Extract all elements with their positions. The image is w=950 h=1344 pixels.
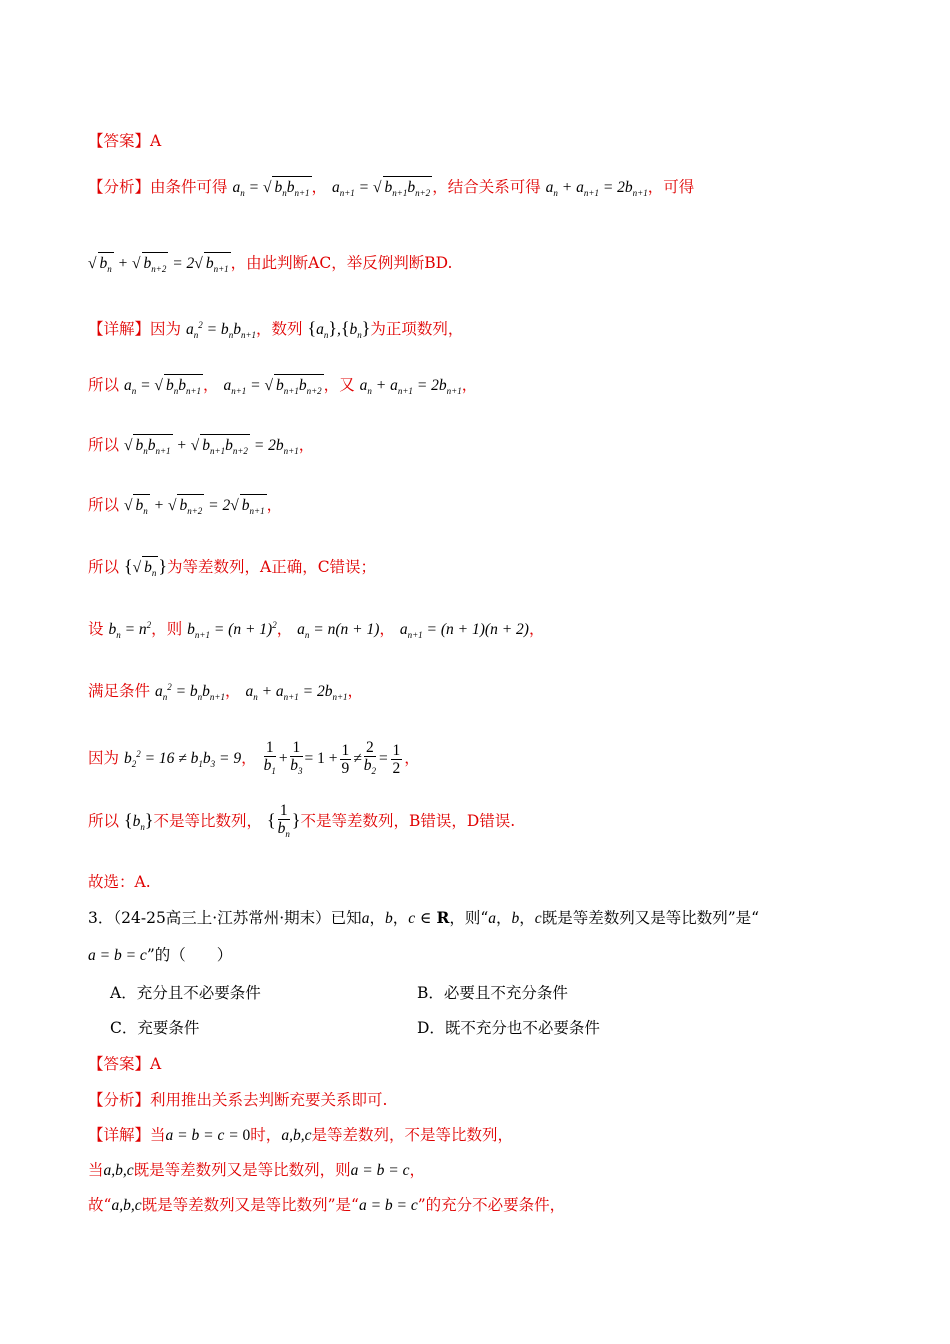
option-c[interactable]	[110, 1017, 199, 1039]
answer-label: 【答案】	[88, 132, 151, 150]
q2-choose	[88, 871, 151, 893]
q3-number: 3．	[88, 909, 114, 927]
satisfy-text: 满足条件	[88, 682, 151, 701]
q3-answer-line	[88, 1053, 161, 1075]
formula: √ $b_nb_{n+1}$ + √ $b_{n+1}b_{n+2} = 2b_{n+1}$	[124, 437, 299, 454]
so-text: 所以	[88, 812, 120, 830]
q2-detail-line-3: 所以 √ $b_nb_{n+1}$ + √ $b_{n+1}b_{n+2} = 2b_{n+1}$，	[88, 434, 314, 462]
q3-line3-2: 既是等差数列又是等比数列”是“	[141, 1196, 359, 1214]
q3-answer-value: A	[150, 1055, 162, 1073]
q3-stem-4: ”的（ ）	[146, 946, 233, 964]
q3-line3-1: 故“	[88, 1196, 112, 1214]
q3-detail-1: 当	[150, 1126, 166, 1144]
so-text: 所以	[88, 376, 120, 394]
q3-analysis-text: 利用推出关系去判断充要关系即可.	[150, 1091, 388, 1109]
conclusion-1: 为等差数列，A正确，C错误；	[167, 558, 377, 576]
formula: $b_2^2 = 16 \ne b_1b_3 = 9$	[123, 749, 242, 770]
q3-source: （24-25高三上·江苏常州·期末）	[113, 909, 331, 927]
q3-stem-line-1: 3．（24-25高三上·江苏常州·期末）已知a，b，c ∈ R，则“a，b，c既是等差数列又是等比数列”是“	[88, 908, 760, 927]
q2-detail-line-9	[88, 800, 515, 847]
option-a[interactable]	[110, 982, 261, 1004]
q3-stem-1: 已知	[330, 909, 362, 927]
q3-line3-3: ”的充分不必要条件，	[417, 1196, 566, 1214]
because-text: 因为	[88, 749, 120, 768]
formula: $a_n^2 = b_nb_{n+1}$	[154, 682, 225, 703]
so-text: 所以	[88, 558, 120, 576]
q3-stem-3: 既是等差数列又是等比数列”是“	[541, 909, 760, 927]
q2-detail-line-7: 满足条件 $a_n^2 = b_nb_{n+1}$， $a_n + a_{n+1} = 2b_{n+1}$，	[88, 682, 364, 703]
formula: $a_n$ = √ $b_nb_{n+1}$	[124, 377, 203, 394]
formula: $a_n + a_{n+1} = 2b_{n+1}$	[245, 683, 348, 703]
formula: $\{a_n\},\{b_n\}$	[307, 318, 371, 341]
option-a-label: A．充分且不必要条件	[110, 984, 261, 1002]
formula: $\{b_n\}$	[123, 810, 154, 833]
q3-line2-1: 当	[88, 1161, 104, 1179]
formula: $b_{n+1} = (n + 1)^2$	[187, 620, 277, 641]
detail-label: 【详解】	[88, 320, 151, 339]
q2-detail-line-1: 【详解】因为 $a_n^2 = b_nb_{n+1}$，数列 $\{a_n\},\{b_n\}$为正项数列，	[88, 318, 464, 341]
so-text: 所以	[88, 436, 120, 454]
q3-line2-2: 既是等差数列又是等比数列，则	[133, 1161, 351, 1179]
formula: $a_{n+1}$ = √ $b_{n+1}b_{n+2}$	[332, 179, 432, 196]
option-b[interactable]	[417, 982, 568, 1004]
detail-label: 【详解】	[88, 1126, 151, 1144]
q2-detail-line-2: 所以 $a_n$ = √ $b_nb_{n+1}$ ， $a_{n+1}$ = √ $b_{n+1}b_{n+2}$ ，又 $a_n + a_{n+1} = 2b_{n+1}$，	[88, 374, 477, 402]
q2-analysis-line-2: √ $b_n$ + √ $b_{n+2} = 2√$ $b_{n+1}$ ，由此判断AC，举反例判断BD.	[88, 252, 452, 280]
q3-detail-2: 时，	[250, 1126, 282, 1144]
q2-detail-line-4: 所以 √ $b_n$ + √ $b_{n+2} = 2√$ $b_{n+1}$ ，	[88, 494, 282, 522]
formula: $a_{n+1}$ = √ $b_{n+1}b_{n+2}$	[223, 377, 323, 394]
analysis-text-2: 结合关系可得	[447, 178, 541, 196]
option-b-label: B．必要且不充分条件	[417, 984, 568, 1002]
formula: $\frac{1}{b_1}$ + $\frac{1}{b_3}$ = 1 + $\frac{1}{9}$ ≠ $\frac{2}{b_2}$ = $\frac{1}{2}$	[263, 739, 401, 778]
answer-value: A	[150, 132, 162, 150]
q2-answer-line	[88, 130, 161, 152]
formula: $a_n = n(n + 1)$	[297, 621, 380, 641]
q3-analysis-line	[88, 1089, 387, 1111]
formula: $a_{n+1} = (n + 1)(n + 2)$	[399, 621, 529, 641]
formula: $a_n$ = √ $b_nb_{n+1}$	[232, 179, 311, 196]
so-text: 所以	[88, 496, 120, 514]
q2-detail-line-6: 设 $b_n = n^2$，则 $b_{n+1} = (n + 1)^2$， $a_n = n(n + 1)$， $a_{n+1} = (n + 1)(n + 2)$，	[88, 620, 545, 641]
formula: {√ $b_n$ }	[124, 559, 167, 576]
q3-detail-3: 是等差数列，不是等比数列，	[311, 1126, 513, 1144]
answer-label: 【答案】	[88, 1055, 151, 1073]
detail-text-3: 为正项数列，	[370, 320, 464, 339]
not-arith-text: 不是等差数列，B错误，D错误.	[300, 812, 516, 830]
q2-detail-line-8: 因为 $b_2^2 = 16 \ne b_1b_3 = 9$， $\frac{1}{b_1}$ + $\frac{1}{b_3}$ = 1 + $\frac{1}{9}$ ≠ $\frac{2}{b_2}$ = $\frac{1}{2}$ ，	[88, 739, 420, 778]
q3-stem-line-2: a = b = c”的（ ）	[88, 946, 233, 964]
then-text: 则	[166, 620, 183, 639]
not-geo-text: 不是等比数列，	[153, 812, 262, 830]
formula: $a_n + a_{n+1} = 2b_{n+1}$	[359, 377, 462, 397]
detail-text-2: 数列	[271, 320, 303, 339]
option-d[interactable]	[417, 1017, 600, 1039]
analysis-label: 【分析】	[88, 178, 151, 196]
analysis-text-3: 可得	[663, 178, 695, 196]
analysis-label: 【分析】	[88, 1091, 151, 1109]
q3-detail-line-1: 【详解】当a = b = c = 0时，a,b,c是等差数列，不是等比数列，	[88, 1126, 513, 1144]
detail-text-1: 因为	[150, 320, 182, 339]
let-text: 设	[88, 620, 104, 639]
q2-detail-line-5	[88, 555, 376, 584]
formula: √ $b_n$ + √ $b_{n+2} = 2√$ $b_{n+1}$	[124, 497, 267, 514]
also-text: 又	[339, 376, 355, 394]
option-c-label: C．充要条件	[110, 1019, 200, 1037]
formula: { $\frac{1}{b_n}$ }	[266, 801, 301, 839]
formula: √ $b_n$ + √ $b_{n+2} = 2√$ $b_{n+1}$	[88, 255, 231, 272]
formula: $a_n^2 = b_nb_{n+1}$	[185, 320, 257, 341]
formula: $b_n = n^2$	[108, 620, 152, 641]
option-d-label: D．既不充分也不必要条件	[417, 1019, 600, 1037]
q2-analysis-line-1: 【分析】由条件可得 $a_n$ = √ $b_nb_{n+1}$ ， $a_{n+1}$ = √ $b_{n+1}b_{n+2}$ ，结合关系可得 $a_n + a_{n+1} = 2b_{n+1}$，可得	[88, 176, 694, 204]
q3-stem-2: ，则“	[449, 909, 489, 927]
choose-text: 故选：A.	[88, 873, 151, 891]
q3-detail-line-2: 当a,b,c既是等差数列又是等比数列，则a = b = c，	[88, 1161, 425, 1179]
analysis-text-1: 由条件可得	[150, 178, 228, 196]
q3-detail-line-3: 故“a,b,c既是等差数列又是等比数列”是“a = b = c”的充分不必要条件，	[88, 1196, 566, 1214]
formula: $a_n + a_{n+1} = 2b_{n+1}$	[545, 179, 648, 199]
analysis-text-4: 由此判断AC，举反例判断BD.	[246, 254, 453, 272]
